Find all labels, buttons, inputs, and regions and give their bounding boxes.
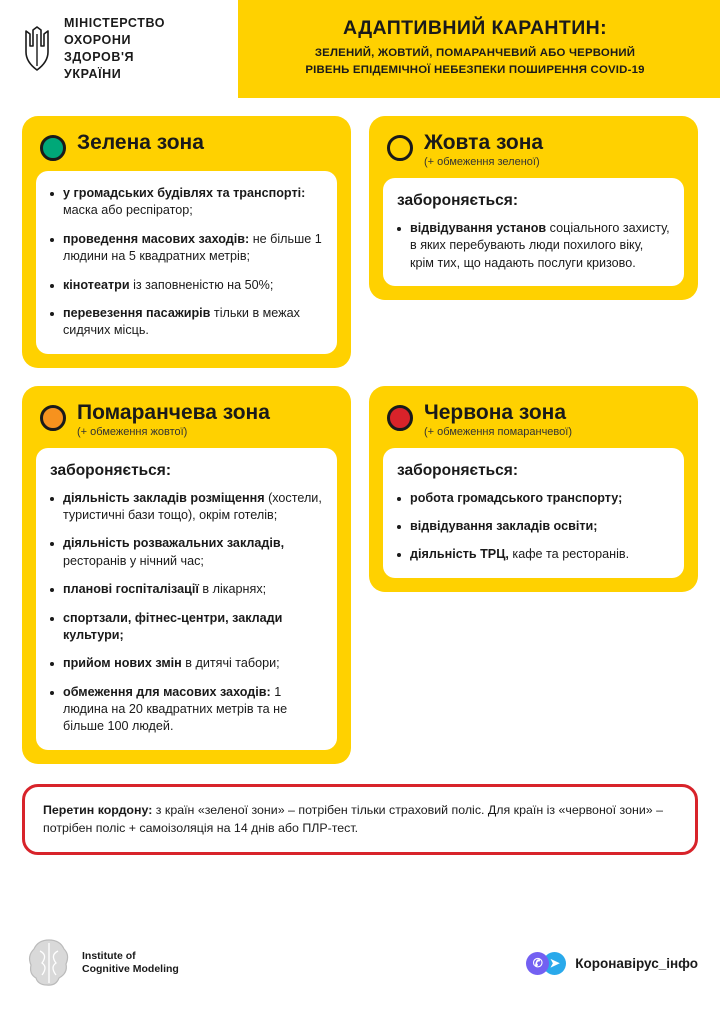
zone-card-orange-body [36,448,337,750]
ministry-line-3: ЗДОРОВ'Я [64,50,135,64]
list-item-rest: соціального захисту, в яких перебувають люди похилого віку, крім тих, що надають послуги кризово. [410,221,670,270]
green-zone-dot-icon [40,135,66,161]
zone-card-yellow-title: Жовта зона [424,131,544,154]
list-item-bold: робота громадського транспорту; [410,490,623,505]
footer-org-line-2: Cognitive Modeling [82,963,179,975]
list-item [397,220,670,272]
list-item-rest: 1 людина на 20 квадратних метрів та не більше 100 людей. [63,684,288,734]
ministry-name [64,15,165,83]
list-item [50,231,323,266]
header [0,0,720,98]
zone-card-red-forbid-label: забороняється: [397,461,519,479]
list-item [50,305,323,340]
list-item-bold: обмеження для масових заходів: [63,684,271,699]
footer-org-name [82,950,179,976]
list-item-bold: діяльність розважальних закладів, [63,536,285,551]
list-item-rest: не більше 1 людини на 5 квадратних метрів; [63,231,322,264]
list-item-bold: планові госпіталізації [63,582,199,597]
list-item-bold: відвідування закладів освіти; [410,519,598,534]
zone-card-yellow-body [383,178,684,286]
yellow-zone-dot-icon [387,135,413,161]
list-item [50,684,323,736]
list-item-bold: спортзали, фітнес-центри, заклади культури; [63,610,283,642]
list-item-bold: діяльність закладів розміщення [63,490,265,505]
red-zone-dot-icon [387,405,413,431]
list-item-rest: маска або респіратор; [63,203,193,218]
telegram-icon[interactable]: ➤ [543,952,566,975]
trident-emblem-icon [20,26,54,72]
list-item [397,518,670,535]
zone-card-red-note: (+ обмеження помаранчевої) [424,425,572,438]
footer-social[interactable] [526,952,698,975]
list-item-bold: прийом нових змін [63,656,182,671]
brain-logo-icon [26,937,72,989]
ministry-line-4: УКРАЇНИ [64,66,122,81]
header-banner [238,0,720,98]
zone-card-orange-list [50,490,323,736]
list-item [50,535,323,570]
border-crossing-label: Перетин кордону: [43,802,153,817]
list-item [50,277,323,294]
border-crossing-text: з країн «зеленої зони» – потрібен тільки страховий поліс. Для країн із «червоної зони» – потрібен поліс + самоізоляція на 14 днів або ПЛР-тест. [43,802,663,836]
list-item-rest: кафе та ресторанів. [508,547,630,562]
list-item-rest: тільки в межах сидячих місць. [63,305,300,338]
list-item [50,581,323,598]
zone-card-red-list [397,490,670,564]
zone-card-orange-title: Помаранчева зона [77,400,270,424]
list-item-bold: відвідування установ [410,221,547,236]
header-subtitle [305,45,644,78]
footer-org-line-1: Institute of [82,949,136,962]
list-item-rest: в дитячі табори; [181,656,280,671]
zone-card-green-title: Зелена зона [77,131,204,154]
zone-card-green-body [36,171,337,354]
list-item [50,610,323,645]
zone-card-orange [22,386,351,764]
ministry-line-1: МІНІСТЕРСТВО [64,16,166,31]
footer-org [26,937,179,989]
list-item [397,546,670,563]
zone-card-red-title: Червона зона [424,400,567,424]
zone-card-green-list [50,185,323,340]
social-handle[interactable]: Коронавірус_інфо [575,955,698,971]
zone-card-yellow-list [397,220,670,272]
border-crossing-note [22,784,698,855]
list-item-bold: перевезення пасажирів [63,305,211,320]
list-item [50,655,323,672]
zone-card-yellow-note: (+ обмеження зеленої) [424,156,540,169]
ministry-line-2: ОХОРОНИ [64,33,132,48]
zone-card-orange-forbid-label: забороняється: [50,461,172,479]
orange-zone-dot-icon [40,405,66,431]
zone-card-red-header [383,400,684,448]
list-item-bold: проведення масових заходів: [63,231,250,246]
zone-card-yellow [369,116,698,300]
ministry-block [0,0,238,98]
list-item-rest: ресторанів у нічний час; [63,553,204,568]
list-item-rest: із заповненістю на 50%; [129,277,274,292]
list-item-bold: у громадських будівлях та транспорті: [63,186,306,200]
header-subtitle-line-2: РІВЕНЬ ЕПІДЕМІЧНОЇ НЕБЕЗПЕКИ ПОШИРЕННЯ COVID-19 [305,64,645,76]
list-item-rest: (хостели, туристичні бази тощо), окрім готелів; [63,490,322,523]
zone-card-red-body [383,448,684,578]
zone-card-orange-header [36,400,337,448]
zone-card-orange-note: (+ обмеження жовтої) [77,425,188,438]
list-item-bold: діяльність ТРЦ, [410,547,509,562]
social-icons[interactable] [526,952,566,975]
list-item [50,490,323,525]
list-item-rest: в лікарнях; [198,582,267,597]
zone-card-yellow-forbid-label: забороняється: [397,192,519,210]
zone-card-green-header [36,130,337,171]
list-item [397,490,670,507]
zone-card-green [22,116,351,368]
zone-card-yellow-header [383,130,684,178]
zone-card-red [369,386,698,592]
viber-icon[interactable]: ✆ [526,952,549,975]
zone-cards-grid [0,98,720,764]
list-item [50,185,323,220]
page-title: АДАПТИВНИЙ КАРАНТИН: [342,17,608,40]
header-subtitle-line-1: ЗЕЛЕНИЙ, ЖОВТИЙ, ПОМАРАНЧЕВИЙ АБО ЧЕРВОНИЙ [314,47,636,60]
footer [0,921,720,1013]
list-item-bold: кінотеатри [63,277,130,292]
